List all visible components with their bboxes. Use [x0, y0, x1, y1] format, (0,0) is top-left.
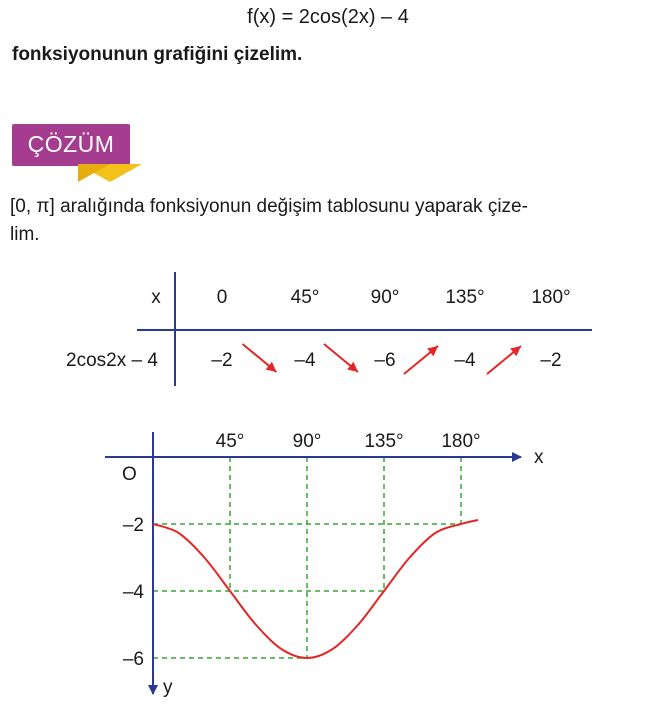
x-tick-labels — [216, 431, 481, 452]
x-tick-label: 90° — [292, 431, 322, 452]
function-formula: f(x) = 2cos(2x) – 4 — [247, 6, 409, 28]
increasing-arrow-icon — [487, 346, 521, 374]
table-f-cell: –4 — [454, 350, 476, 371]
table-x-cell: 135° — [445, 287, 485, 308]
table-x-cell: 0 — [216, 287, 228, 308]
increasing-arrow-icon — [404, 346, 438, 374]
x-axis-label: x — [534, 447, 544, 468]
x-tick-label: 45° — [215, 431, 245, 452]
table-x-cell: 90° — [370, 287, 400, 308]
table-x-values — [217, 287, 571, 308]
y-axis-label: y — [163, 677, 173, 698]
description-line-2: lim. — [10, 224, 40, 245]
origin-label: O — [122, 464, 137, 485]
y-tick-labels — [123, 515, 145, 670]
table-x-label: x — [151, 287, 161, 308]
decreasing-arrow-icon — [324, 344, 358, 372]
x-tick-label: 180° — [441, 431, 481, 452]
table-x-cell: 45° — [290, 287, 320, 308]
description-line-1: [0, π] aralığında fonksiyonun değişim tablosunu yaparak çize- — [10, 196, 528, 217]
table-f-cell: –2 — [540, 350, 562, 371]
function-curve — [153, 520, 478, 658]
table-f-cell: –4 — [294, 350, 316, 371]
table-f-cell: –6 — [374, 350, 396, 371]
solution-description — [10, 193, 646, 249]
badge-tip-shade — [78, 164, 110, 182]
table-f-cell: –2 — [211, 350, 233, 371]
table-f-label: 2cos2x – 4 — [66, 350, 158, 371]
y-tick-label: –2 — [122, 515, 144, 536]
y-tick-label: –6 — [122, 649, 144, 670]
guide-lines — [153, 457, 461, 658]
decreasing-arrow-icon — [243, 344, 277, 372]
y-tick-label: –4 — [122, 582, 144, 603]
cosine-graph — [0, 400, 656, 709]
variation-table — [0, 262, 656, 392]
badge-label: ÇÖZÜM — [27, 131, 115, 157]
x-tick-label: 135° — [364, 431, 404, 452]
instruction-text: fonksiyonunun grafiğini çizelim. — [12, 44, 303, 65]
table-x-cell: 180° — [531, 287, 571, 308]
